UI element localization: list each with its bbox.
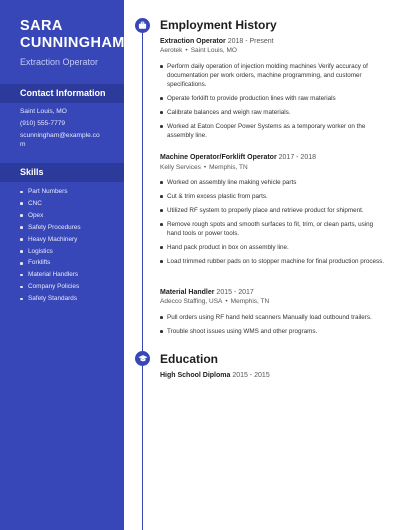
skill-item: CNC (20, 198, 120, 210)
list-item: Utilized RF system to properly place and retrieve product for shipment. (160, 206, 384, 215)
skill-item: Opex (20, 210, 120, 222)
job-meta: Kelly Services • Memphis, TN (160, 164, 248, 171)
job-bullets (160, 62, 384, 140)
job-dates: 2018 - Present (227, 38, 274, 45)
list-item: Pull orders using RF hand held scanners Manually load outbound trailers. (160, 313, 384, 322)
job-bullets (160, 178, 384, 266)
job-bullets (160, 313, 384, 336)
list-item: Perform daily operation of injection molding machines Verify accuracy of documentation per work orders, machine programming, and customer specifications. (160, 62, 384, 89)
job-dates: 2015 - 2017 (216, 289, 254, 296)
list-item: Load trimmed rubber pads on to stopper machine for final production process. (160, 257, 384, 266)
list-item: Hand pack product in box on assembly line. (160, 243, 384, 252)
list-item: Operate forklift to provide production lines with raw materials (160, 94, 384, 103)
job-title: Extraction Operator 2018 - Present (160, 38, 274, 45)
skills-heading: Skills (0, 163, 124, 182)
skill-item: Material Handlers (20, 269, 120, 281)
list-item: Remove rough spots and smooth surfaces to fit, trim, or clean parts, using hand tools or power tools. (160, 220, 384, 238)
timeline-line (142, 28, 143, 530)
job-title: Material Handler 2015 - 2017 (160, 289, 254, 296)
contact-email[interactable]: scunningham@example.co m (20, 132, 100, 148)
degree-title: High School Diploma 2015 - 2015 (160, 372, 270, 379)
skills-list (20, 186, 120, 305)
candidate-name: SARA CUNNINGHAM (20, 18, 125, 51)
skill-item: Heavy Machinery (20, 234, 120, 246)
contact-location: Saint Louis, MO (20, 108, 67, 115)
list-item: Calibrate balances and weigh raw materials. (160, 108, 384, 117)
list-item: Cut & trim excess plastic from parts. (160, 192, 384, 201)
skill-item: Company Policies (20, 281, 120, 293)
briefcase-icon (135, 18, 150, 33)
job-meta: Adecco Staffing, USA • Memphis, TN (160, 298, 270, 305)
list-item: Worked at Eaton Cooper Power Systems as a temporary worker on the assembly line. (160, 122, 384, 140)
job-dates: 2017 - 2018 (278, 154, 317, 161)
education-heading: Education (160, 352, 219, 366)
graduation-cap-icon (135, 351, 150, 366)
skill-item: Part Numbers (20, 186, 120, 198)
job-title: Machine Operator/Forklift Operator 2017 - 2018 (160, 154, 317, 161)
skill-item: Forklifts (20, 257, 120, 269)
job-meta: Aerotek • Saint Louis, MO (160, 47, 237, 54)
list-item: Trouble shoot issues using WMS and other programs. (160, 327, 384, 336)
candidate-role: Extraction Operator (20, 57, 99, 67)
contact-phone: (910) 555-7779 (20, 120, 66, 127)
skill-item: Safety Standards (20, 293, 120, 305)
contact-heading: Contact Information (0, 84, 124, 103)
skill-item: Safety Procedures (20, 222, 120, 234)
list-item: Worked on assembly line making vehicle parts (160, 178, 384, 187)
employment-heading: Employment History (160, 18, 277, 32)
skill-item: Logistics (20, 246, 120, 258)
degree-dates: 2015 - 2015 (232, 372, 270, 379)
sidebar (0, 0, 124, 530)
